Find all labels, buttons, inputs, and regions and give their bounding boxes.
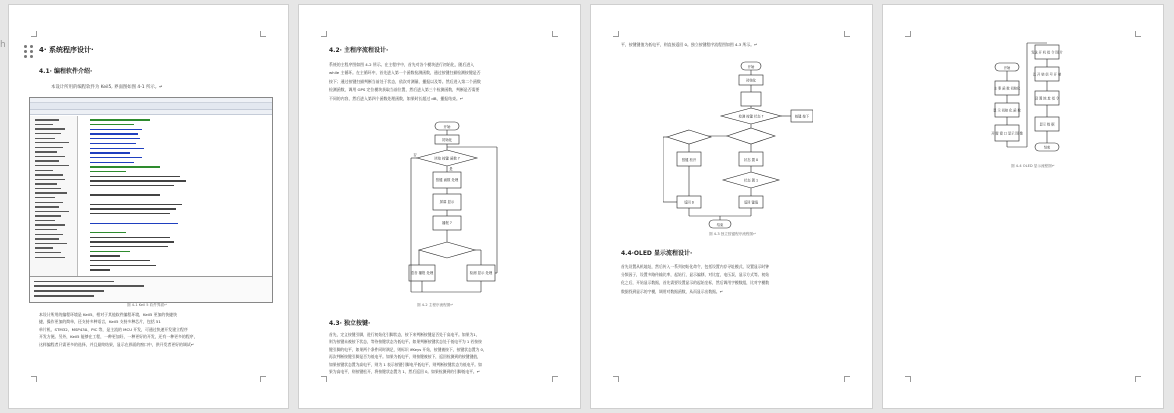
flow-label: 初始化: [441, 138, 453, 142]
flow-label: 返回 键值: [743, 200, 759, 205]
flow-label: 开始: [1003, 66, 1011, 70]
flow-label: 开始: [443, 125, 451, 129]
body-line: 数据找到显示的字模，调用对数据函数，从而显示出数据。↵: [621, 288, 723, 294]
chapter-heading: 4· 系统程序设计·: [39, 46, 94, 54]
body-line: 则为按键未被按下状态，等待按键状态为低电平。如果判断按键状态处于低电平为 1 若按按: [329, 339, 482, 345]
flow-label: 按键 松开: [681, 158, 697, 162]
flow-label: 显示 数 据: [1039, 122, 1055, 127]
body-line: 捷，操作更加的简单，还支持多种语言，Keil5 支持多种芯片，包括 51: [39, 319, 161, 325]
flow-label: 显 示 初始 化 函 数: [993, 108, 1021, 113]
left-edge-char: h: [0, 40, 6, 50]
main-flowchart: [407, 120, 499, 300]
flow-label: 屏幕 显示: [439, 200, 455, 204]
flow-label: 状态 置 0: [743, 158, 759, 162]
body-line: 按下；通过按键扫描判断当前处于状态，依次对测量、播报以及等。然后进入第二个函数: [329, 78, 481, 84]
flow-label: 返回 0: [684, 200, 694, 205]
section-heading: 4.2· 主程序流程设计·: [329, 47, 389, 54]
section-heading: 4.1· 编程软件介绍·: [39, 68, 93, 75]
page-2: [298, 4, 581, 409]
flow-label: 开 窗 窗 口 显示 图 像: [991, 131, 1023, 136]
flow-label: 结束: [716, 223, 724, 227]
flow-label: 检测 按键 状态 ?: [738, 114, 764, 119]
flow-label: 状态 置 1: [743, 178, 759, 183]
flow-label: 读取 按键 函数 ?: [434, 156, 460, 161]
flow-label: 检测 显示 处理: [469, 271, 493, 275]
body-line: while 主循环。在主循环中，首先进入第一个函数检测函数，通过按键扫描检测按键是否: [329, 70, 481, 76]
body-line: 键引脚的电平，如果两个条件同时满足，则标识 ifKeys 开始，按键被按下，按键状态置为 0，: [329, 346, 487, 352]
section-heading: 4.3· 独立按键·: [329, 320, 371, 327]
body-line: 检测函数，调用 GPS 定位模块获取当前位置，然后进入第三个检测函数，判断是否需要: [329, 87, 480, 93]
flow-label: 发送 开 机 指 令 图 片: [1031, 50, 1063, 55]
oled-flowchart: [991, 41, 1071, 161]
section-heading: 4.4·OLED 显示流程设计·: [621, 250, 693, 257]
figure-caption: 图 4-1 Keil 5 软件界面↵: [127, 303, 168, 307]
body-line: 本设计所用的编程环境是 Keil5，相对于其他软件编程环境，Keil5 更加的快捷快: [39, 312, 177, 317]
body-line: 不同的内容，然后进入第四个函数处理函数，如果时长超过 dB，播报结束。↵: [329, 95, 464, 101]
body-line: 再次判断按键引脚是否为低电平。如果为低电平，则按键被按下，返回检测到的按键键值，: [329, 354, 481, 360]
flow-label: 按键 函数 处理: [435, 178, 459, 182]
flow-label: 开始: [747, 65, 755, 69]
flow-no-label: 否: [413, 153, 417, 157]
body-line: 单片机、STM32、MSP430、PIC 等，是主流的 MCU 开发，可通过快速开发建立程序: [39, 326, 188, 332]
page-1: [8, 4, 289, 409]
figure-caption: 图 4-2 主程序流程图↵: [417, 303, 454, 307]
body-line: 开发方便。另外，Keil5 能够在工程，一种更加好，一种更好的开发，还有一种更多的程序，: [39, 334, 198, 340]
flow-label: 播报 ?: [442, 221, 452, 225]
flow-yes-label: 是: [449, 167, 453, 171]
flow-label: 主 要 函 数 初始化: [993, 86, 1021, 91]
body-line: 化之后，开始显示数据，首先需要设置显示的起始坐标，然后调用字模数组，比对字模数: [621, 280, 770, 286]
flow-label: 按键 按下: [794, 114, 810, 119]
body-line: 这样编程者只需更多的选择，并且最终结果，显示在界面的窗口中，供开发者更好的调试↵: [39, 341, 194, 347]
flow-label: 结束: [1043, 145, 1051, 150]
flow-label: 语音 播报 处理: [410, 271, 434, 275]
keil-screenshot-figure: [29, 97, 273, 303]
drag-handle-icon[interactable]: [24, 45, 36, 57]
flow-label: 设 置 地 址 指 令: [1034, 96, 1060, 101]
figure-caption: 图 4-3 独立按键程序流程图↵: [709, 232, 757, 236]
flow-label: 初始化: [746, 78, 756, 83]
key-flowchart: [663, 60, 813, 230]
flow-label: 以 开 始 信 号 开 始: [1032, 72, 1062, 77]
body-line: 平，按键键值为低电平，则直接返回 0。独立按键程序流程图如图 4-3 所示。↵: [621, 42, 758, 47]
body-line: 系统的主程序图如图 4-2 所示。在主程序中，首先对各个模块进行初始化，随后进入: [329, 62, 474, 67]
page-4: [882, 4, 1164, 409]
body-line: 首先设置从机地址，然后传入一系列初始化命令，包括设置内存寻址模式，设置显示时钟: [621, 264, 770, 269]
figure-caption: 图 4-4 OLED 显示流程图↵: [1011, 164, 1055, 168]
body-line: 如果按键状态置为高电平，则为 1 表示按键引脚电平低电平，则判断按键状态为低电平。如: [329, 361, 482, 367]
body-line: 分频因子，设置多路传输比率，起始行，显示偏移，对比度，电压泵，显示方式等。初始: [621, 272, 770, 278]
flow-decision-voice: [419, 242, 475, 258]
body-line: 首先，定义按键引脚，进行初始化引脚状态，按下来判断按键是否处于高电平。如果为1，: [329, 332, 480, 337]
page-3: [590, 4, 873, 409]
body-line: 果为高电平，则按键松开，将按键状态置为 1，然后返回 0。如果检测到的引脚低电平。↵: [329, 369, 480, 375]
intro-line: 本设计所用的编程软件为 Keil5, 界面图如图 4-1 所示。↵: [51, 85, 163, 90]
